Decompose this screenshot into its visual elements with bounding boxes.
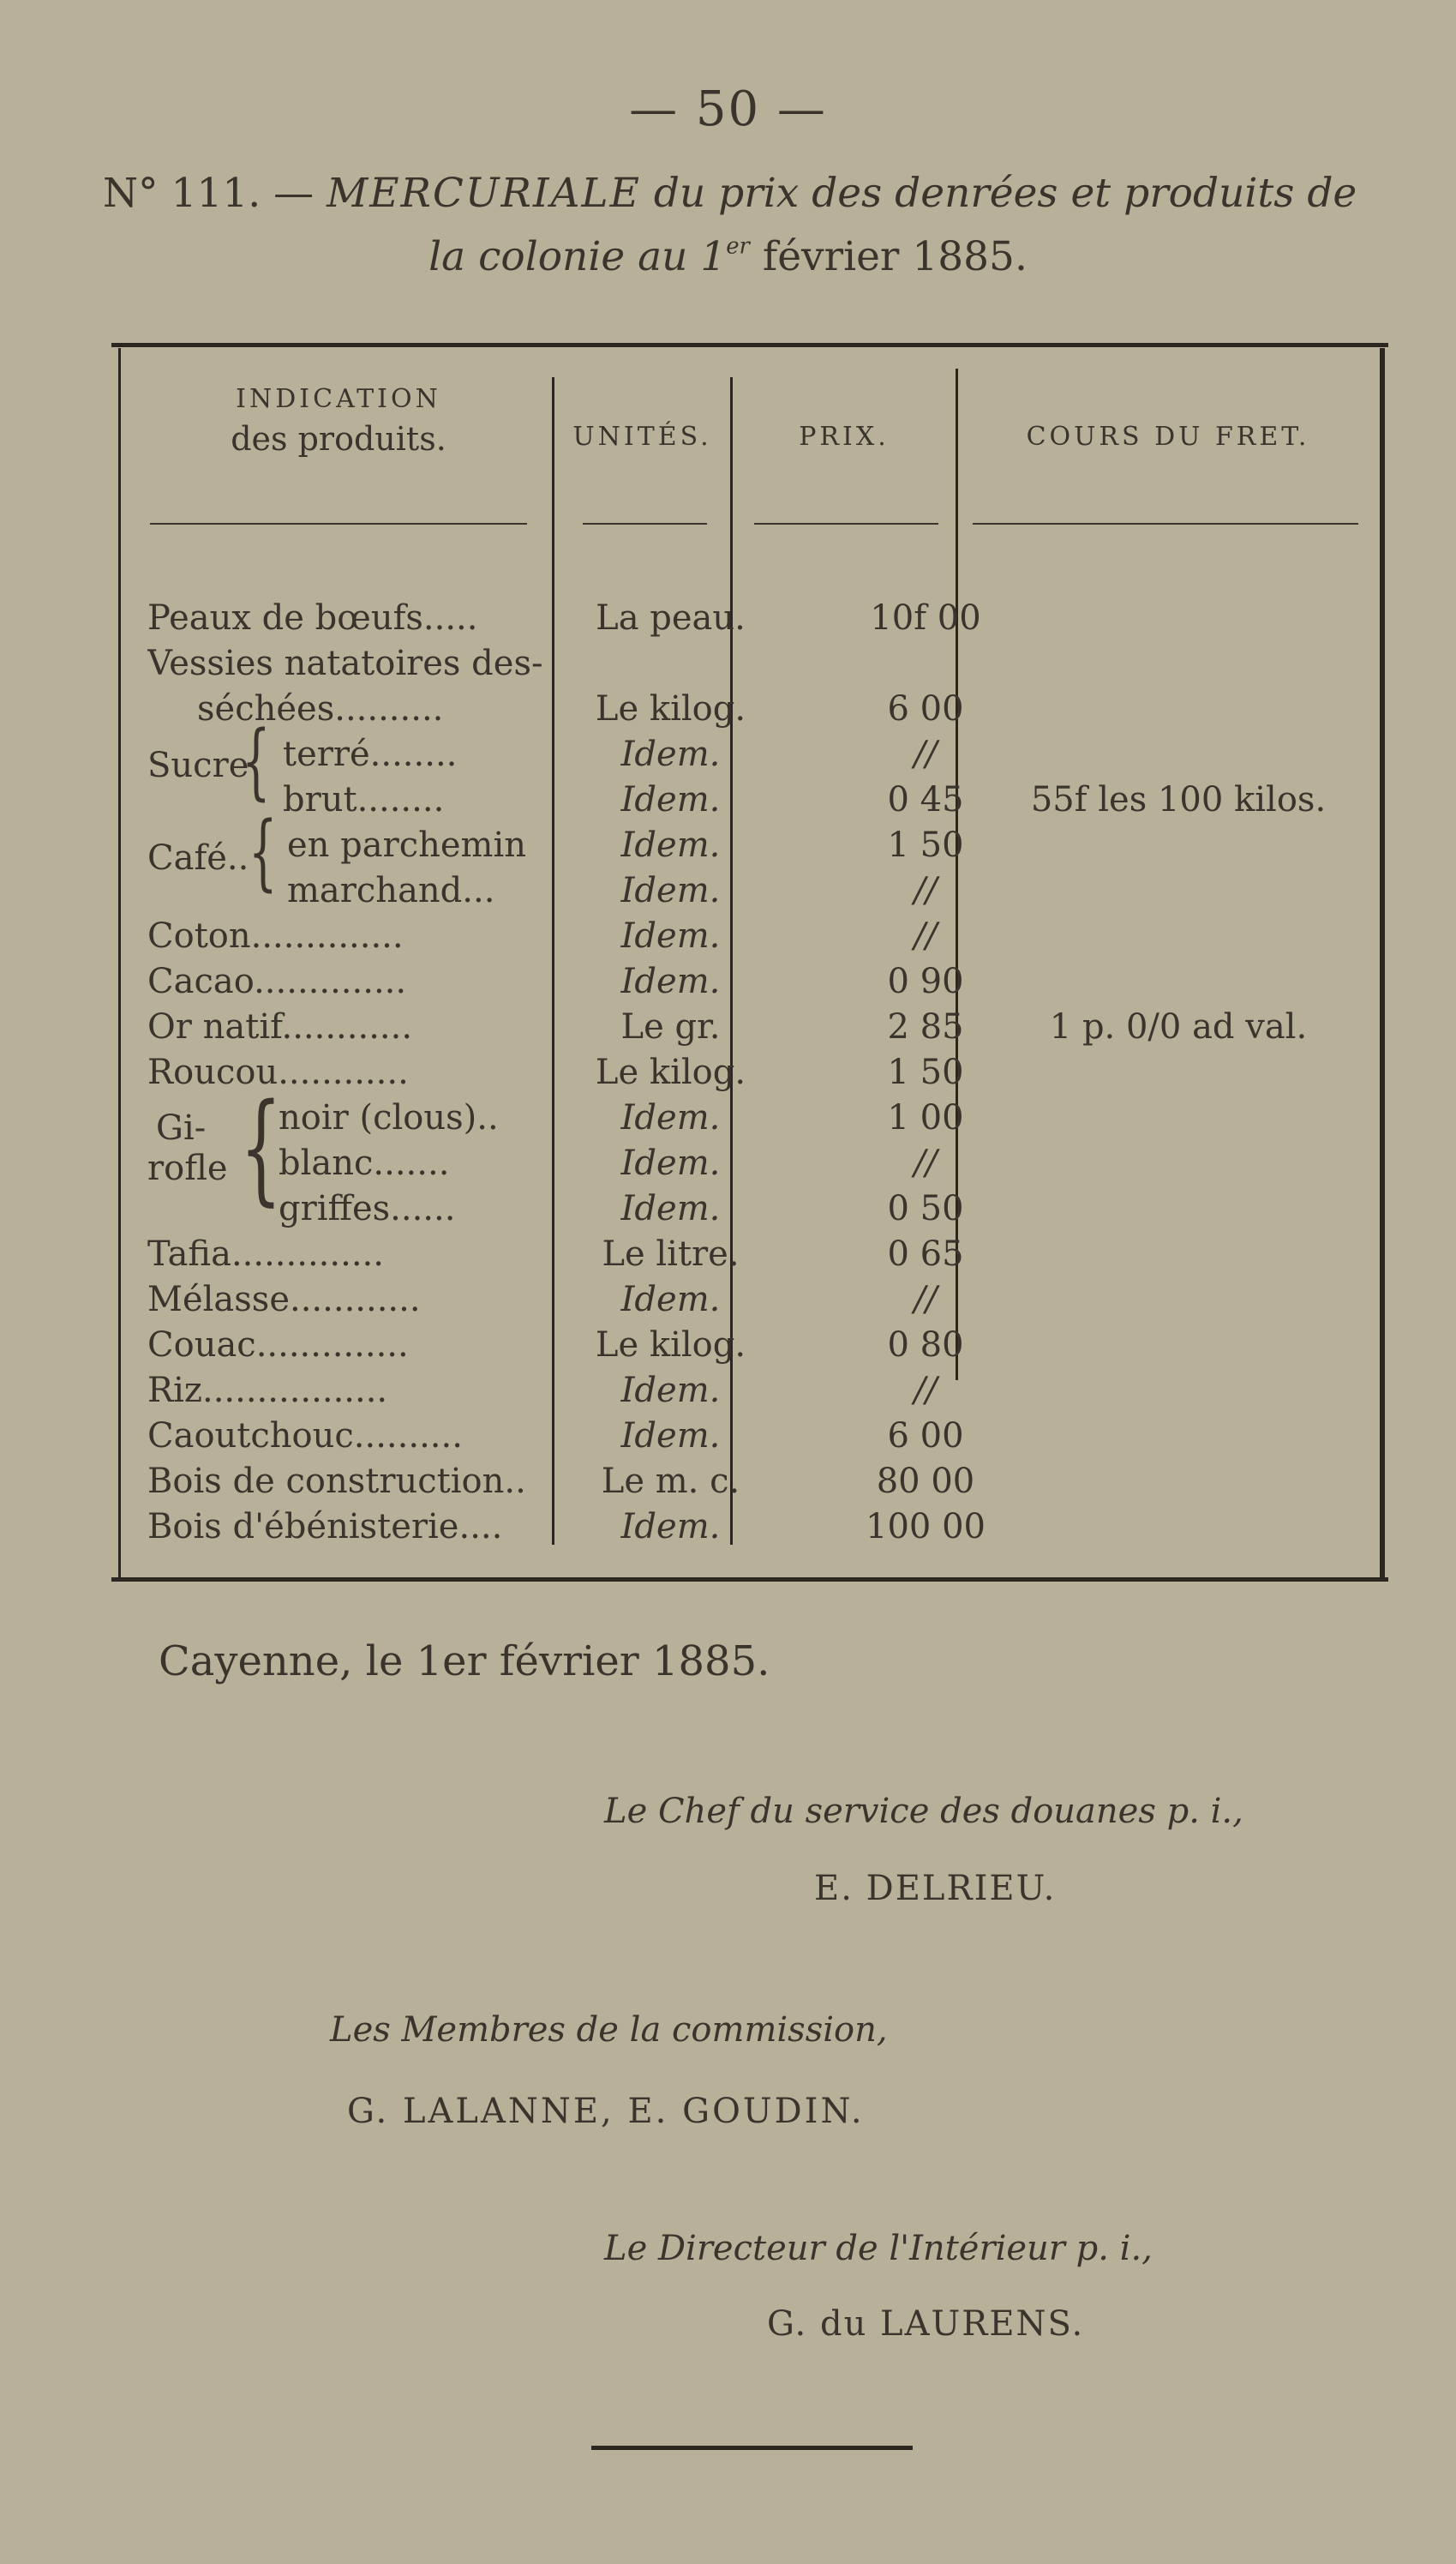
row-name: Peaux de bœufs..... [147, 598, 478, 638]
table-row [111, 1005, 1388, 1050]
header-fret: COURS DU FRET. [1026, 422, 1310, 452]
table-row [111, 1050, 1388, 1096]
title-line2-pre: la colonie au 1 [428, 233, 727, 280]
table-row [111, 1414, 1388, 1459]
row-price: 1 50 [887, 826, 964, 865]
table-row [111, 778, 1388, 823]
row-name: en parchemin [287, 826, 527, 865]
row-unit: Le gr. [620, 1007, 721, 1047]
title-word: MERCURIALE [327, 170, 641, 217]
commission-names: G. LALANNE, E. GOUDIN. [347, 2092, 865, 2131]
title-line2-sup: er [726, 233, 750, 260]
row-name: brut........ [283, 780, 445, 820]
group-label-cafe: Café.. [147, 838, 249, 878]
row-price: // [914, 1144, 938, 1183]
table-row [111, 959, 1388, 1005]
row-unit: Idem. [620, 1280, 721, 1319]
row-name: Vessies natatoires des- [147, 644, 543, 683]
row-unit: Le kilog. [595, 689, 746, 729]
row-name: Riz................. [147, 1371, 388, 1410]
row-price: 6 00 [887, 689, 964, 729]
page-number: — 50 — [629, 81, 827, 137]
row-price: 0 45 [887, 780, 964, 820]
row-price: 0 50 [887, 1189, 964, 1228]
row-price: // [914, 871, 938, 910]
row-name: Couac.............. [147, 1325, 409, 1365]
row-price: 6 00 [887, 1416, 964, 1456]
row-unit: Idem. [620, 735, 721, 774]
row-price: 0 90 [887, 962, 964, 1001]
header-indication: INDICATION [236, 384, 441, 414]
row-name: Bois d'ébénisterie.... [147, 1507, 503, 1546]
chef-name: E. DELRIEU. [814, 1869, 1057, 1908]
document-title-line2 [0, 233, 1456, 280]
row-unit: Idem. [620, 1416, 721, 1456]
brace-girofle: { [240, 1078, 282, 1218]
table-row [111, 1232, 1388, 1277]
group-label-sucre: Sucre [147, 746, 249, 785]
closing-rule [591, 2446, 913, 2450]
header-dash-2 [583, 523, 707, 525]
brace-sucre: { [242, 713, 271, 809]
title-line2-post: février 1885. [762, 233, 1028, 280]
row-name: Roucou............ [147, 1053, 409, 1092]
row-name: noir (clous).. [279, 1098, 499, 1138]
row-price: // [914, 735, 938, 774]
document-title-line1 [103, 170, 1357, 217]
commission-title: Les Membres de la commission, [330, 2010, 888, 2050]
table-row [111, 1141, 1388, 1186]
table-row [111, 1368, 1388, 1414]
table-row [111, 1459, 1388, 1504]
row-price: // [914, 1280, 938, 1319]
brace-cafe: { [249, 804, 278, 900]
row-unit: Idem. [620, 871, 721, 910]
row-price: 100 00 [866, 1507, 986, 1546]
row-unit: Le kilog. [595, 1325, 746, 1365]
row-fret: 55f les 100 kilos. [1030, 780, 1327, 820]
row-fret: 1 p. 0/0 ad val. [1049, 1007, 1308, 1047]
row-name: blanc....... [279, 1144, 450, 1183]
row-name: Mélasse............ [147, 1280, 421, 1319]
table-row [111, 914, 1388, 959]
row-name: Caoutchouc.......... [147, 1416, 463, 1456]
group-label-girofle-1: Gi- [156, 1108, 207, 1148]
header-dash-3 [754, 523, 938, 525]
row-price: 1 50 [887, 1053, 964, 1092]
table-row [111, 1096, 1388, 1141]
row-unit: Idem. [620, 826, 721, 865]
header-unites: UNITÉS. [572, 422, 712, 452]
price-table [111, 343, 1388, 1582]
row-price: 80 00 [876, 1462, 975, 1501]
row-price: 1 00 [887, 1098, 964, 1138]
row-unit: Idem. [620, 780, 721, 820]
row-price: 2 85 [887, 1007, 964, 1047]
table-row [111, 1504, 1388, 1550]
row-name: griffes...... [279, 1189, 456, 1228]
row-name: Or natif............ [147, 1007, 413, 1047]
row-name: séchées.......... [197, 689, 444, 729]
row-price: // [914, 916, 938, 956]
table-row [111, 823, 1388, 868]
row-name: Coton.............. [147, 916, 404, 956]
row-price: 0 65 [887, 1234, 964, 1274]
row-unit: La peau. [596, 598, 746, 638]
title-rest: du prix des denrées et produits de [653, 170, 1357, 217]
row-name: marchand... [287, 871, 495, 910]
table-row [111, 1186, 1388, 1232]
directeur-title: Le Directeur de l'Intérieur p. i., [604, 2229, 1153, 2268]
row-name: Bois de construction.. [147, 1462, 526, 1501]
row-unit: Idem. [620, 1371, 721, 1410]
table-row [111, 641, 1388, 687]
row-unit: Le m. c. [601, 1462, 740, 1501]
row-unit: Idem. [620, 1098, 721, 1138]
group-label-girofle-2: rofle [147, 1149, 228, 1188]
table-row [111, 687, 1388, 732]
table-top-rule [111, 343, 1388, 347]
row-unit: Idem. [620, 916, 721, 956]
row-name: Cacao.............. [147, 962, 407, 1001]
row-unit: Idem. [620, 1189, 721, 1228]
row-price: 0 80 [887, 1325, 964, 1365]
row-unit: Le litre. [602, 1234, 740, 1274]
row-price: 10f 00 [870, 598, 981, 638]
row-unit: Idem. [620, 1144, 721, 1183]
directeur-name: G. du LAURENS. [767, 2304, 1085, 2344]
table-row [111, 1277, 1388, 1323]
row-name: Tafia.............. [147, 1234, 384, 1274]
table-bottom-rule [111, 1577, 1388, 1582]
chef-title: Le Chef du service des douanes p. i., [604, 1792, 1243, 1831]
row-name: terré........ [283, 735, 458, 774]
table-row [111, 868, 1388, 914]
title-prefix: N° 111. — [103, 170, 315, 217]
table-row [111, 1323, 1388, 1368]
table-row [111, 732, 1388, 778]
row-unit: Idem. [620, 1507, 721, 1546]
header-dash-1 [150, 523, 527, 525]
table-row [111, 596, 1388, 641]
header-prix: PRIX. [799, 422, 890, 452]
row-price: // [914, 1371, 938, 1410]
place-date: Cayenne, le 1er février 1885. [159, 1637, 770, 1685]
header-dash-4 [973, 523, 1358, 525]
row-unit: Le kilog. [595, 1053, 746, 1092]
row-unit: Idem. [620, 962, 721, 1001]
header-indication-sub: des produits. [231, 420, 446, 458]
